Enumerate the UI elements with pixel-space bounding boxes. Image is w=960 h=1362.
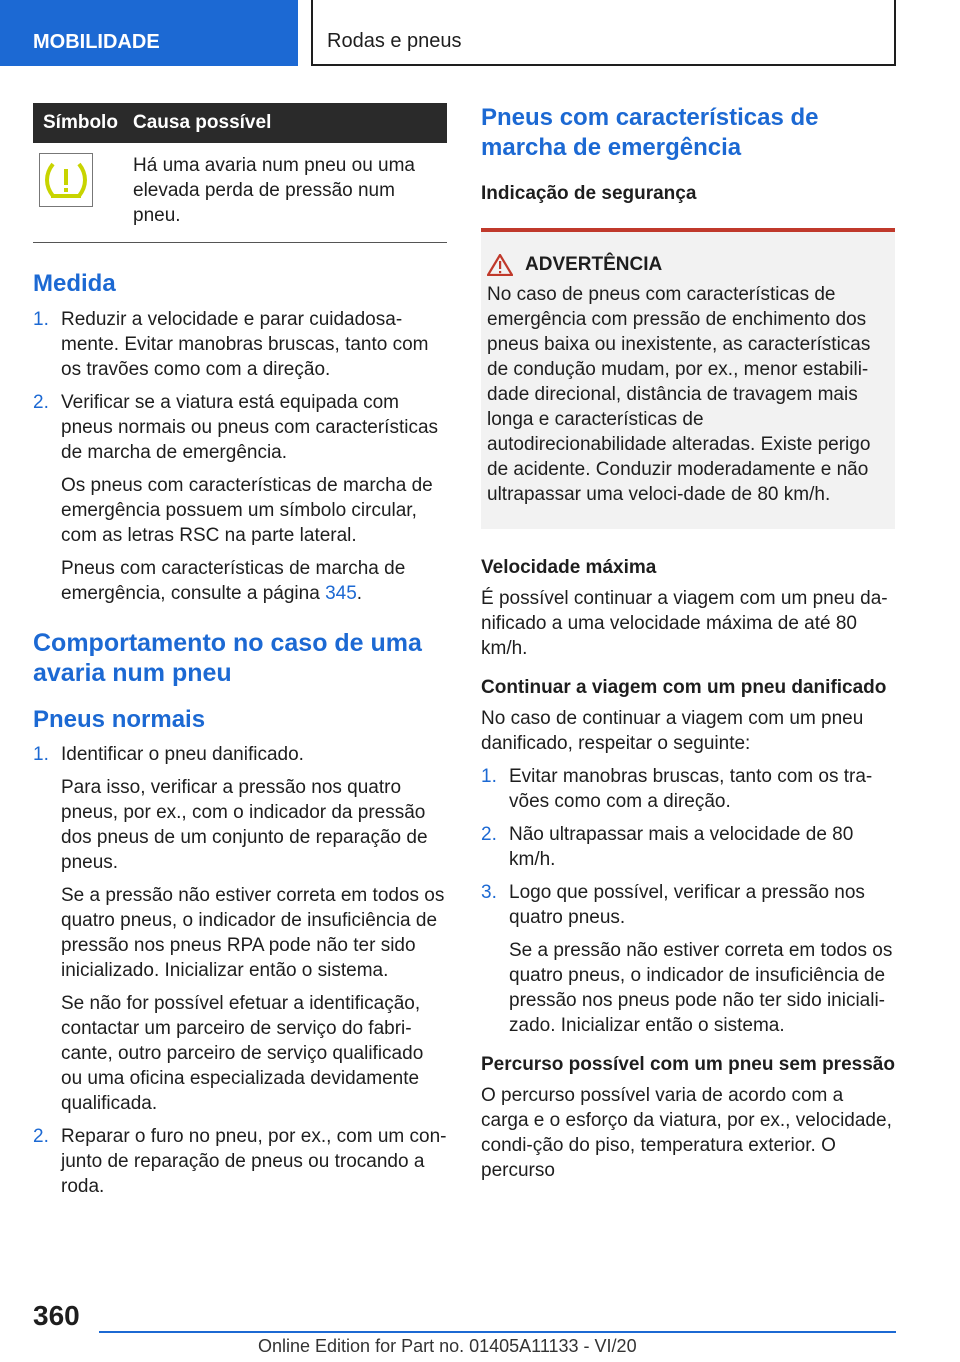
list-item: 2. Reparar o furo no pneu, por ex., com um con-junto de reparação de pneus ou trocando a roda.	[33, 1126, 447, 1197]
marcha-emergencia-heading: Pneus com características de marcha de emergência	[481, 104, 819, 161]
edition-text: Online Edition for Part no. 01405A11133 - VI/20	[258, 1336, 637, 1356]
symbol-table	[33, 103, 447, 243]
list-item: 2. Verificar se a viatura está equipada com pneus normais ou pneus com características de marcha de emergência. Os pneus com características de marcha de emergência possuem um símbolo circular, com as letras RSC na parte lateral. Pneus com características de marcha de emergência, consulte a página 345.	[33, 392, 439, 604]
medida-list	[33, 307, 447, 606]
table-row	[33, 143, 447, 243]
table-header-symbol: Símbolo	[33, 103, 123, 143]
percurso-text: O percurso possível varia de acordo com a carga e o esforço da viatura, por ex., velocidade, condi-ção do piso, temperatura exterior. O percurso	[481, 1085, 892, 1181]
list-item: 3. Logo que possível, verificar a pressão nos quatro pneus. Se a pressão não estiver correta em todos os quatro pneus, o indicador de insuficiência de pressão nos pneus pode não ter sido iniciali-zado. Inicializar então o sistema.	[481, 882, 893, 1036]
section-tab[interactable]: MOBILIDADE	[0, 0, 298, 66]
continuar-heading: Continuar a viagem com um pneu danificado	[481, 677, 887, 698]
warning-triangle-icon	[487, 254, 513, 276]
tire-pressure-warning-icon	[39, 153, 93, 207]
chapter-tab[interactable]: Rodas e pneus	[311, 0, 896, 66]
warning-text: No caso de pneus com características de emergência com pressão de enchimento dos pneus baixa ou inexistente, as características de condução mudam, por ex., menor estabili-dade direcional, distância de travagem mais longa e características de autodirecionabilidade alteradas. Existe perigo de acidente. Conduzir moderadamente e não ultrapassar uma veloci-dade de 80 km/h.	[487, 284, 871, 505]
medida-heading: Medida	[33, 270, 116, 297]
page-number: 360	[33, 1300, 80, 1331]
continuar-text: No caso de continuar a viagem com um pneu danificado, respeitar o seguinte:	[481, 708, 864, 754]
table-header-cause: Causa possível	[123, 103, 447, 143]
safety-heading: Indicação de segurança	[481, 183, 697, 204]
warning-box	[481, 228, 895, 529]
warning-label: ADVERTÊNCIA	[525, 254, 663, 275]
normais-list	[33, 742, 447, 1199]
page-header	[0, 0, 960, 66]
list-item: 2. Não ultrapassar mais a velocidade de 80 km/h.	[481, 824, 854, 870]
continuar-list	[481, 764, 895, 1038]
comportamento-heading: Comportamento no caso de uma avaria num pneu	[33, 629, 422, 687]
vmax-heading: Velocidade máxima	[481, 557, 657, 578]
list-item: 1. Evitar manobras bruscas, tanto com os tra-vões como com a direção.	[481, 766, 873, 812]
footer-divider	[99, 1331, 896, 1333]
list-item: 1. Identificar o pneu danificado. Para isso, verificar a pressão nos quatro pneus, por ex., com o indicador da pressão dos pneus de um conjunto de reparação de pneus. Se a pressão não estiver correta em todos os quatro pneus, o indicador de insuficiência de pressão nos pneus RPA pode não ter sido inicializado. Inicializar então o sistema. Se não for possível efetuar a identificação, contactar um parceiro de serviço do fabri-cante, outro parceiro de serviço qualificado ou uma oficina especializada devidamente qualificada.	[33, 744, 445, 1114]
right-column	[481, 103, 895, 1183]
table-cell-cause: Há uma avaria num pneu ou uma elevada perda de pressão num pneu.	[123, 143, 447, 243]
percurso-heading: Percurso possível com um pneu sem pressão	[481, 1054, 895, 1075]
pneus-normais-heading: Pneus normais	[33, 706, 206, 733]
page-link[interactable]: 345	[325, 583, 357, 604]
list-item: 1. Reduzir a velocidade e parar cuidadosa-mente. Evitar manobras bruscas, tanto com os travões como com a direção.	[33, 309, 429, 380]
vmax-text: É possível continuar a viagem com um pneu da-nificado a uma velocidade máxima de até 80 km/h.	[481, 588, 888, 659]
left-column	[33, 103, 447, 1199]
